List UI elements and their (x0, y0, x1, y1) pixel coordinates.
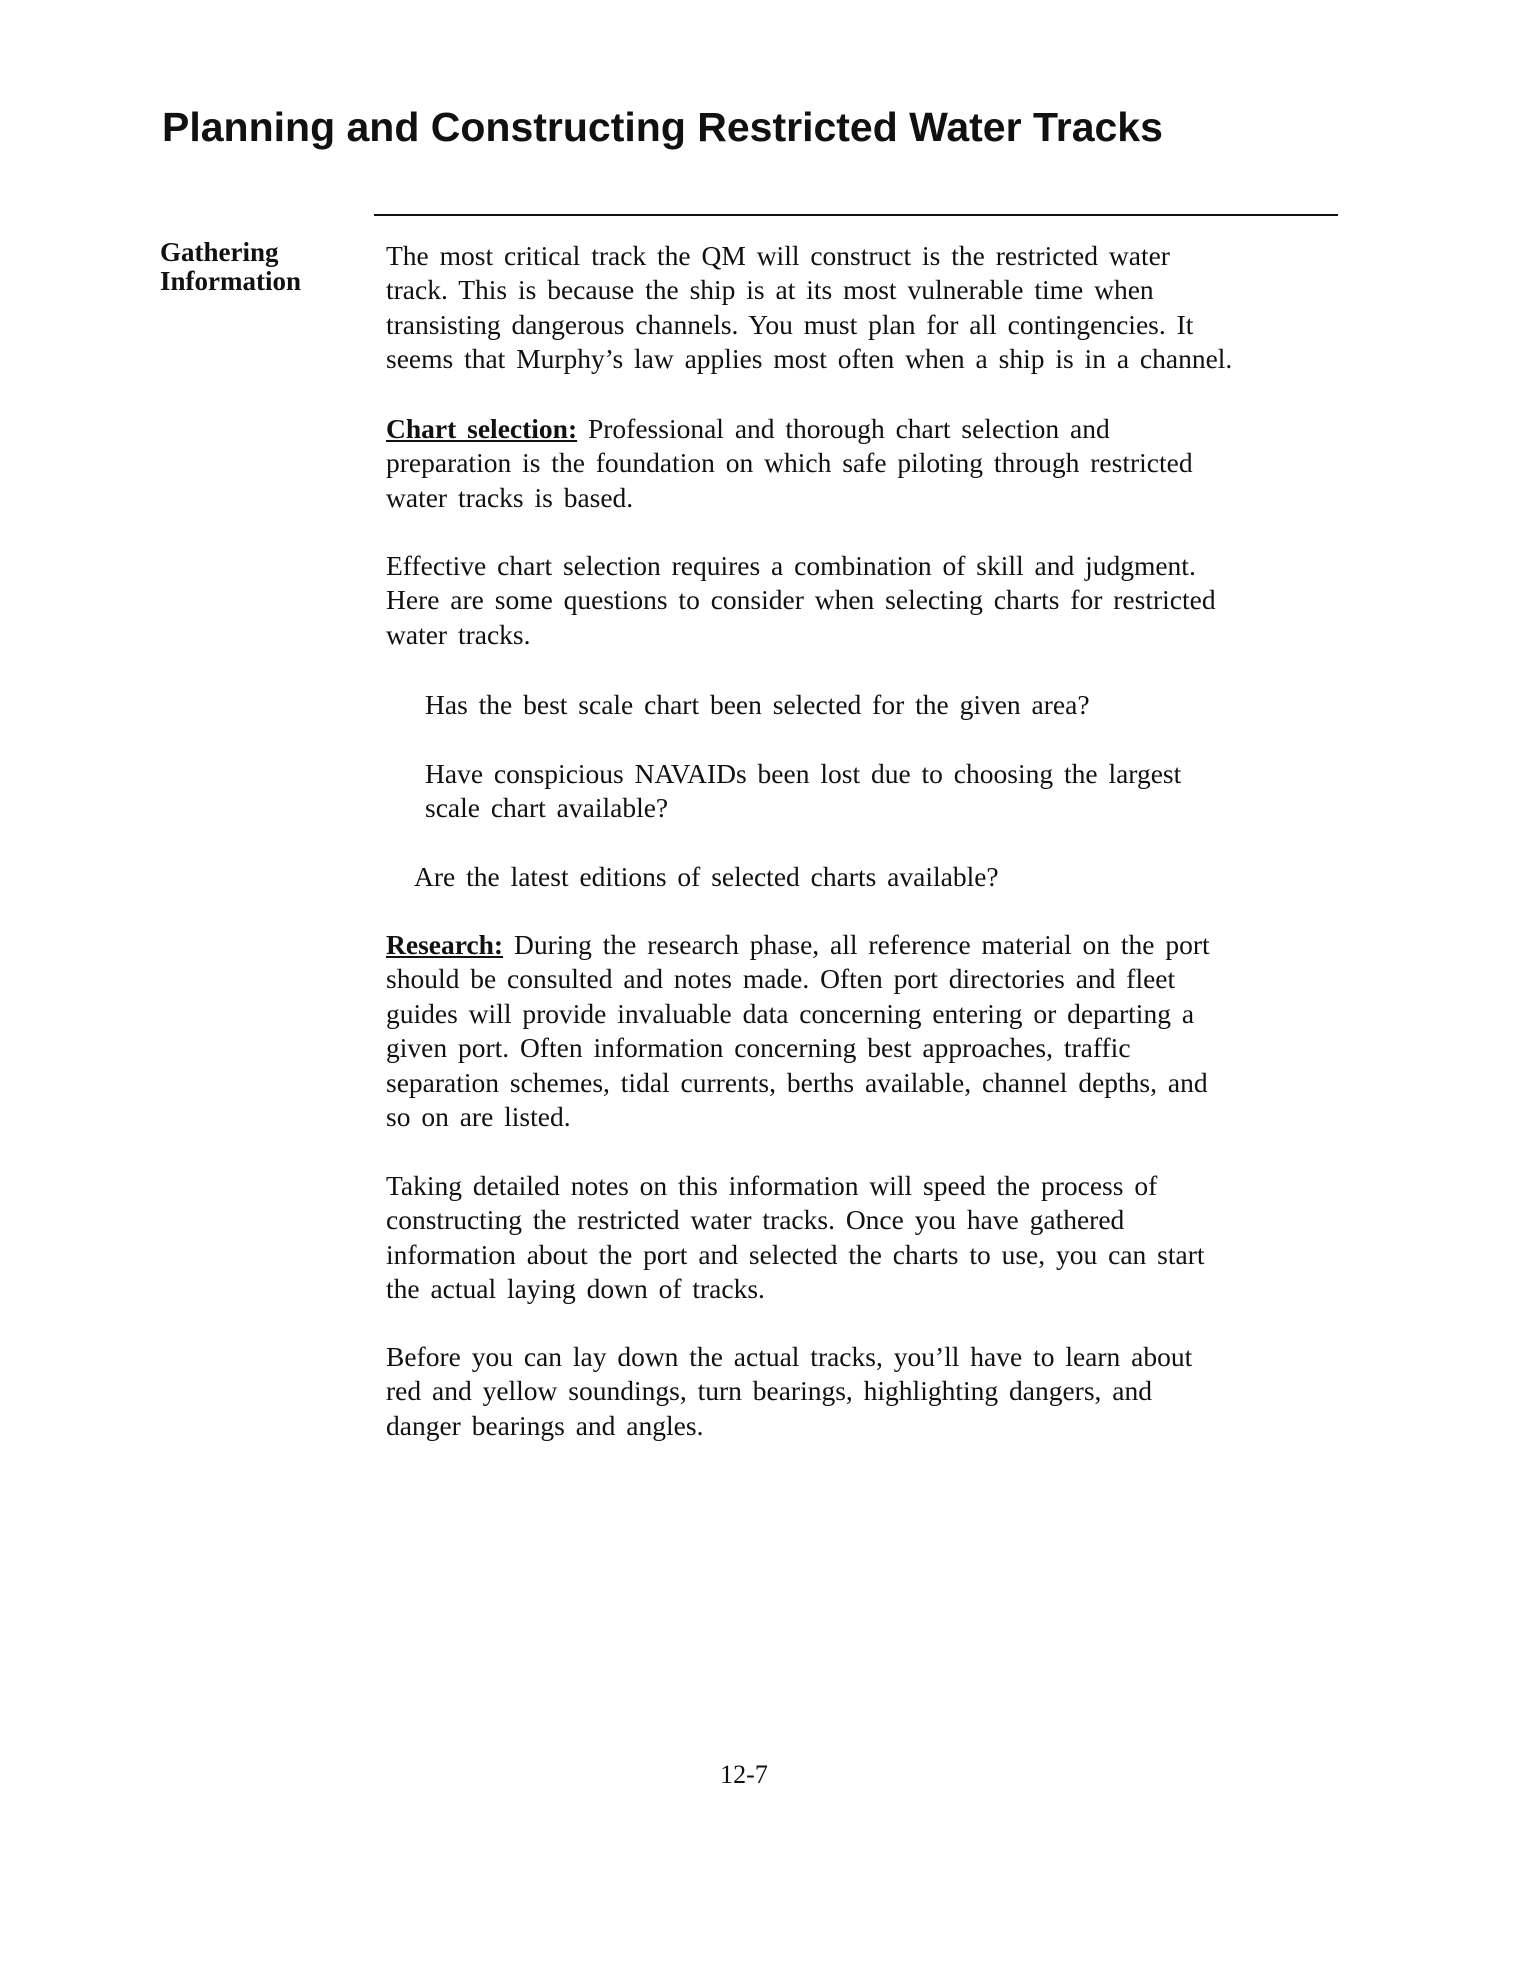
text-line: Has the best scale chart been selected for the given area? (425, 689, 1090, 720)
text-line: Here are some questions to consider when selecting charts for restricted (386, 584, 1216, 616)
text-run: Professional and thorough chart selection and (577, 413, 1110, 444)
research-heading: Research: (386, 929, 504, 960)
text-line: separation schemes, tidal currents, berths available, channel depths, and (386, 1066, 1208, 1098)
text-line: the actual laying down of tracks. (386, 1273, 765, 1305)
paragraph-chart-selection (386, 412, 1193, 515)
side-heading-line: Gathering (160, 237, 279, 267)
text-run: During the research phase, all reference material on the port (503, 929, 1210, 960)
text-line: red and yellow soundings, turn bearings, highlighting dangers, and (386, 1375, 1152, 1407)
paragraph-research (386, 928, 1210, 1134)
text-line: preparation is the foundation on which safe piloting through restricted (386, 447, 1193, 479)
text-line (386, 928, 1210, 962)
paragraph-before-tracks (386, 1340, 1192, 1443)
text-line: given port. Often information concerning best approaches, traffic (386, 1032, 1131, 1064)
text-line: so on are listed. (386, 1101, 571, 1133)
chart-selection-heading: Chart selection: (386, 413, 578, 444)
text-line: Before you can lay down the actual tracks, you’ll have to learn about (386, 1341, 1193, 1372)
side-heading (160, 238, 301, 296)
text-line (386, 412, 1193, 446)
page-number: 12-7 (720, 1760, 768, 1789)
paragraph-notes (386, 1169, 1205, 1307)
text-line: The most critical track the QM will construct is the restricted water (386, 240, 1170, 271)
text-line: constructing the restricted water tracks. Once you have gathered (386, 1204, 1125, 1236)
text-line: scale chart available? (425, 792, 669, 824)
text-line: information about the port and selected the charts to use, you can start (386, 1238, 1205, 1270)
text-line: danger bearings and angles. (386, 1409, 704, 1441)
text-line: Effective chart selection requires a combination of skill and judgment. (386, 550, 1196, 581)
paragraph-effective-selection (386, 549, 1216, 652)
text-line: water tracks is based. (386, 481, 634, 513)
text-line: seems that Murphy’s law applies most often when a ship is in a channel. (386, 343, 1233, 375)
page-title: Planning and Constructing Restricted Water Tracks (162, 104, 1163, 150)
text-line: transisting dangerous channels. You must plan for all contingencies. It (386, 308, 1194, 340)
text-line: guides will provide invaluable data concerning entering or departing a (386, 997, 1195, 1029)
question-navaids (425, 757, 1181, 826)
section-divider (374, 214, 1338, 216)
text-line: Are the latest editions of selected charts available? (414, 861, 999, 892)
paragraph-intro (386, 239, 1232, 377)
side-heading-line: Information (160, 266, 301, 296)
question-latest-editions (414, 860, 999, 894)
text-line: Have conspicious NAVAIDs been lost due to choosing the largest (425, 758, 1182, 789)
text-line: track. This is because the ship is at its most vulnerable time when (386, 274, 1154, 306)
text-line: Taking detailed notes on this information will speed the process of (386, 1170, 1158, 1201)
text-line: water tracks. (386, 618, 531, 650)
question-best-scale (425, 688, 1090, 722)
text-line: should be consulted and notes made. Often port directories and fleet (386, 963, 1176, 995)
